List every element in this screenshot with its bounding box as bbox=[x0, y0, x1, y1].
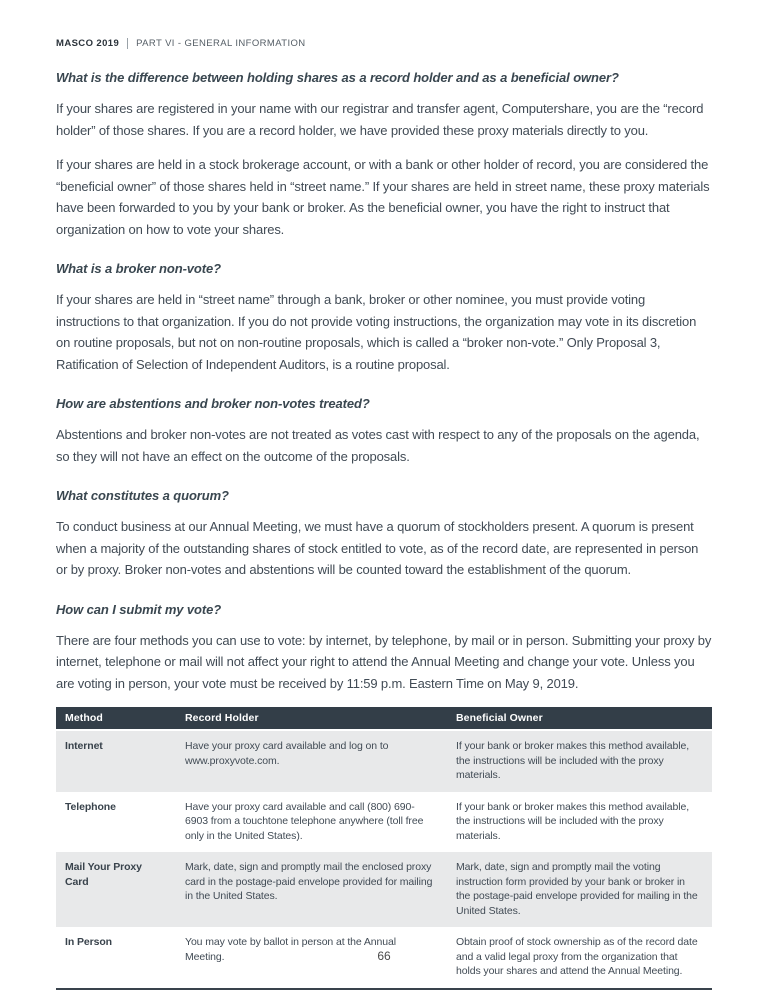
question-broker-non-vote: What is a broker non-vote? bbox=[56, 261, 221, 276]
beneficial-owner-cell: If your bank or broker makes this method available, the instructions will be included with the proxy materials. bbox=[456, 800, 690, 842]
table-row-internet bbox=[56, 730, 712, 792]
beneficial-owner-cell: If your bank or broker makes this method available, the instructions will be included with the proxy materials. bbox=[456, 740, 690, 781]
question-quorum: What constitutes a quorum? bbox=[56, 488, 229, 503]
record-holder-cell: Have your proxy card available and log on to www.proxyvote.com. bbox=[185, 740, 389, 767]
answer-paragraph: To conduct business at our Annual Meeting, we must have a quorum of stockholders present. A quorum is present when a majority of the outstanding shares of stock entitled to vote, as of the record date, are represented in person or by proxy. Broker non-votes and abstentions will be counted toward the establishment of the quorum. bbox=[56, 519, 699, 577]
question-record-vs-beneficial: What is the difference between holding shares as a record holder and as a beneficial owner? bbox=[56, 70, 619, 85]
record-holder-cell: Have your proxy card available and call (800) 690-6903 from a touchtone telephone anywhere (toll free only in the United States). bbox=[185, 800, 424, 842]
question-submit-vote: How can I submit my vote? bbox=[56, 601, 222, 617]
header-divider bbox=[127, 38, 128, 49]
beneficial-owner-cell: Obtain proof of stock ownership as of the record date and a valid legal proxy from the organization that holds your shares and attend the Annual Meeting. bbox=[447, 927, 712, 989]
beneficial-owner-cell: Mark, date, sign and promptly mail the voting instruction form provided by your bank or broker in the postage-paid envelope provided for mailing in the United States. bbox=[456, 861, 698, 917]
method-cell: Mail Your Proxy Card bbox=[65, 861, 142, 888]
method-cell: In Person bbox=[56, 927, 176, 989]
record-holder-cell: You may vote by ballot in person at the Annual Meeting. bbox=[176, 927, 447, 989]
table-row-telephone bbox=[56, 792, 712, 853]
answer-paragraph: Abstentions and broker non-votes are not treated as votes cast with respect to any of the proposals on the agenda, so they will not have an effect on the outcome of the proposals. bbox=[56, 427, 700, 464]
answer-paragraph: There are four methods you can use to vote: by internet, by telephone, by mail or in person. Submitting your proxy by internet, telephone or mail will not affect your right to attend the Annual Meeting and change your vote. Unless you are voting in person, your vote must be received by 11:59 p.m. Eastern Time on May 9, 2019. bbox=[56, 632, 712, 691]
answer-paragraph: If your shares are registered in your name with our registrar and transfer agent, Computershare, you are the “record holder” of those shares. If you are a record holder, we have provided these proxy materials directly to you. bbox=[56, 101, 704, 138]
page-number: 66 bbox=[377, 949, 391, 963]
answer-paragraph: If your shares are held in a stock brokerage account, or with a bank or other holder of record, you are considered the “beneficial owner” of those shares held in “street name.” If your shares are held in street name, these proxy materials have been forwarded to you by your bank or broker. As the beneficial owner, you have the right to instruct that organization on how to vote your shares. bbox=[56, 157, 710, 237]
running-header bbox=[56, 38, 712, 49]
brand-label: MASCO 2019 bbox=[56, 38, 120, 49]
answer-paragraph: If your shares are held in “street name” through a bank, broker or other nominee, you must provide voting instructions to that organization. If you do not provide voting instructions, the organization may vote in its discretion on routine proposals, but not on non-routine proposals, which is called a “broker non-vote.” Only Proposal 3, Ratification of Selection of Independent Auditors, is a routine proposal. bbox=[56, 292, 697, 372]
method-cell: Telephone bbox=[65, 800, 116, 813]
table-header-row bbox=[56, 707, 712, 730]
column-header-record-holder: Record Holder bbox=[176, 707, 447, 730]
voting-methods-table bbox=[56, 707, 712, 990]
column-header-method: Method bbox=[56, 707, 176, 730]
record-holder-cell: Mark, date, sign and promptly mail the enclosed proxy card in the postage-paid envelope provided for mailing in the United States. bbox=[185, 861, 433, 902]
question-abstentions-treated: How are abstentions and broker non-votes treated? bbox=[56, 396, 370, 411]
table-row-mail-proxy-card bbox=[56, 852, 712, 927]
column-header-beneficial-owner: Beneficial Owner bbox=[447, 707, 712, 730]
part-title: PART VI - GENERAL INFORMATION bbox=[136, 38, 306, 49]
method-cell: Internet bbox=[65, 740, 103, 752]
